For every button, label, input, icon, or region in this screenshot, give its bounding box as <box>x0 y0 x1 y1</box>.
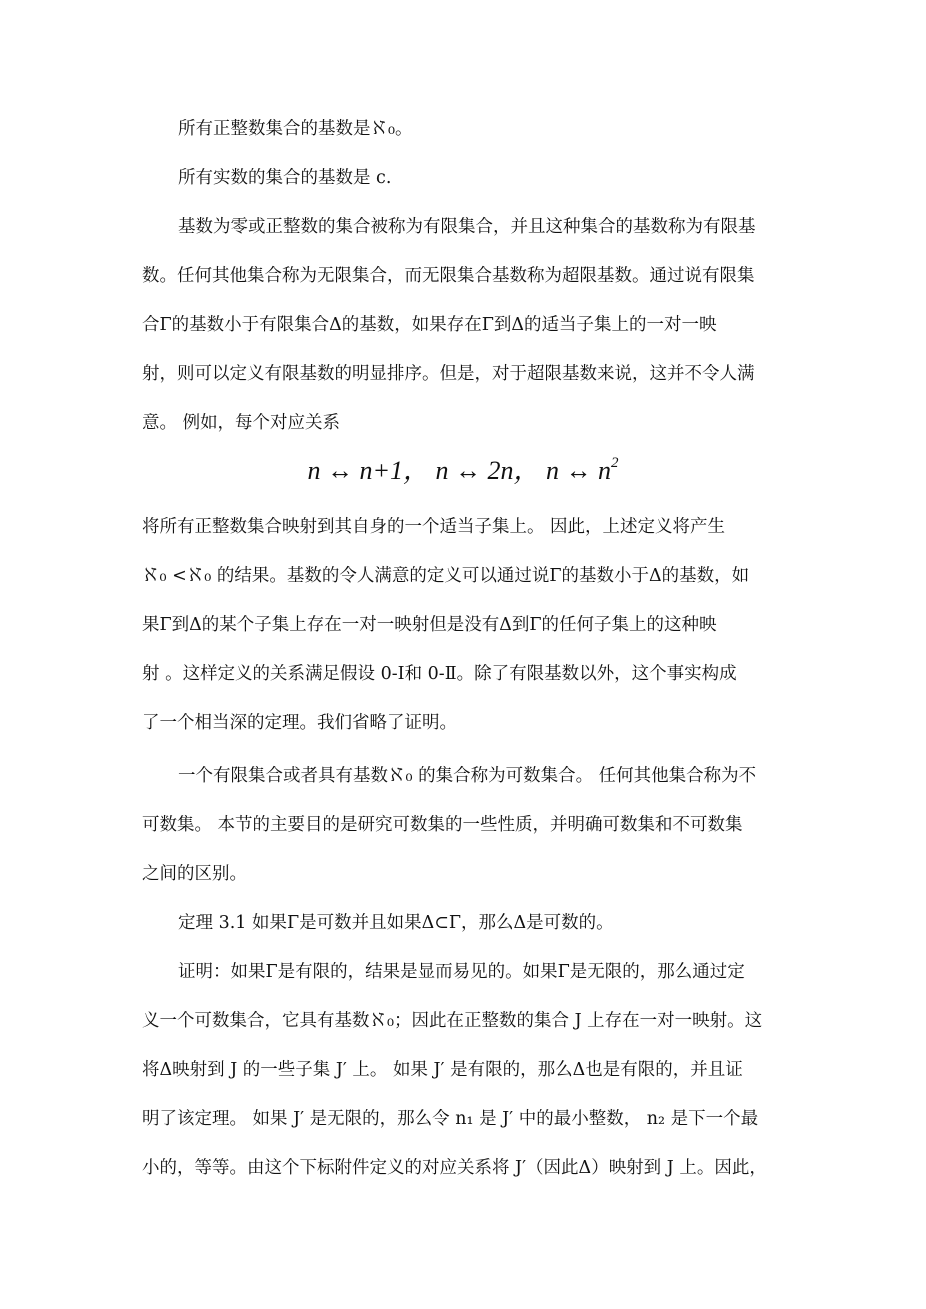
paragraph-line: 意。 例如，每个对应关系 <box>142 413 341 433</box>
paragraph-line: 所有实数的集合的基数是 c. <box>178 168 392 188</box>
formula-part: n ↔ n <box>539 456 612 485</box>
paragraph-line: 明了该定理。 如果 J′ 是无限的，那么令 n₁ 是 J′ 中的最小整数， n₂ 是下一个最 <box>142 1109 759 1129</box>
paragraph-line: 一个有限集合或者具有基数ℵ₀ 的集合称为可数集合。 任何其他集合称为不 <box>178 766 757 786</box>
formula-exponent: 2 <box>611 455 619 471</box>
paragraph-line: 可数集。 本节的主要目的是研究可数集的一些性质，并明确可数集和不可数集 <box>142 815 743 835</box>
paragraph-line: 将所有正整数集合映射到其自身的一个适当子集上。 因此，上述定义将产生 <box>142 517 726 537</box>
paragraph-line: 射 。这样定义的关系满足假设 0-Ⅰ和 0-Ⅱ。除了有限基数以外，这个事实构成 <box>142 664 737 684</box>
paragraph-line: 证明：如果Γ是有限的，结果是显而易见的。如果Γ是无限的，那么通过定 <box>178 962 745 982</box>
formula-part: n ↔ 2n， <box>429 456 540 485</box>
paragraph-line: 小的，等等。由这个下标附件定义的对应关系将 J′（因此Δ）映射到 J 上。因此， <box>142 1158 767 1178</box>
paragraph-line: 了一个相当深的定理。我们省略了证明。 <box>142 713 457 733</box>
paragraph-line: 所有正整数集合的基数是ℵ₀。 <box>178 119 413 139</box>
theorem-line: 定理 3.1 如果Γ是可数并且如果Δ⊂Γ，那么Δ是可数的。 <box>178 913 614 933</box>
paragraph-line: 数。任何其他集合称为无限集合，而无限集合基数称为超限基数。通过说有限集 <box>142 266 755 286</box>
paragraph-line: 射，则可以定义有限基数的明显排序。但是，对于超限基数来说，这并不令人满 <box>142 364 755 384</box>
correspondence-formula <box>0 456 926 486</box>
paragraph-line: 基数为零或正整数的集合被称为有限集合，并且这种集合的基数称为有限基 <box>178 217 756 237</box>
paragraph-line: 合Γ的基数小于有限集合Δ的基数，如果存在Γ到Δ的适当子集上的一对一映 <box>142 315 717 335</box>
paragraph-line: ℵ₀ <ℵ₀ 的结果。基数的令人满意的定义可以通过说Γ的基数小于Δ的基数，如 <box>142 566 750 586</box>
paragraph-line: 果Γ到Δ的某个子集上存在一对一映射但是没有Δ到Γ的任何子集上的这种映 <box>142 615 717 635</box>
paragraph-line: 之间的区别。 <box>142 864 247 884</box>
formula-part: n ↔ n+1， <box>307 456 430 485</box>
paragraph-line: 将Δ映射到 J 的一些子集 J′ 上。 如果 J′ 是有限的，那么Δ也是有限的，并且证 <box>142 1060 743 1080</box>
paragraph-line: 义一个可数集合，它具有基数ℵ₀；因此在正整数的集合 J 上存在一对一映射。这 <box>142 1011 763 1031</box>
